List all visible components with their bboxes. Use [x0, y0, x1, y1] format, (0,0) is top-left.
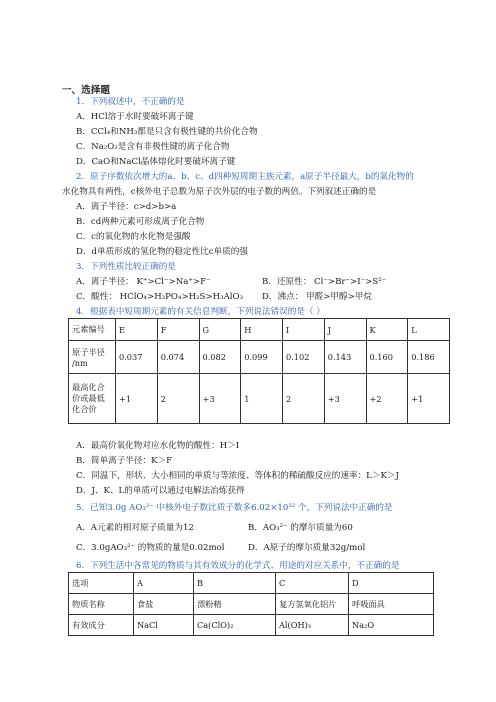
table-cell: +1 — [116, 374, 158, 424]
table-cell: 漂粉精 — [194, 594, 276, 615]
q2-option-a: A．离子半径：c>d>b>a — [76, 202, 177, 212]
table-cell: 0.082 — [199, 341, 241, 374]
substance-table — [68, 572, 434, 636]
q6-stem: 6．下列生活中各常见的物质与其有效成分的化学式、用途的对应关系中，不正确的是 — [76, 561, 400, 571]
table-row — [69, 573, 434, 594]
table-cell: K — [366, 319, 408, 341]
row-label: 价或最低 — [72, 393, 105, 403]
table-row — [69, 374, 450, 424]
table-cell: Na₂O — [349, 615, 434, 636]
table-cell: 1 — [241, 374, 283, 424]
table-cell: 0.037 — [116, 341, 158, 374]
element-info-table — [68, 318, 450, 424]
table-row — [69, 341, 450, 374]
table-cell: I — [283, 319, 325, 341]
row-label: 化合价 — [72, 404, 97, 414]
table-cell: +1 — [408, 374, 450, 424]
table-cell: +3 — [199, 374, 241, 424]
table-cell: NaCl — [134, 615, 194, 636]
q5-option-d: D．A原子的摩尔质量32g/mol — [248, 543, 366, 553]
table-cell: 2 — [283, 374, 325, 424]
table-cell: 2 — [157, 374, 199, 424]
row-label: 原子半径 — [72, 346, 105, 357]
q1-option-a: A．HCl溶于水时要破坏离子键 — [76, 112, 194, 122]
q2-stem-line2: 水化物具有两性，c核外电子总数为原子次外层的电子数的两倍。下列叙述正确的是 — [62, 187, 377, 197]
table-cell: Al(OH)₃ — [276, 615, 349, 636]
q2-option-d: D．d单质形成的氢化物的稳定性比c单质的强 — [76, 247, 248, 257]
q5-option-a: A．A元素的相对原子质量为12 — [76, 523, 194, 533]
table-cell: 复方氢氧化铝片 — [276, 594, 349, 615]
q3-stem: 3．下列性质比较正确的是 — [76, 262, 176, 272]
q1-option-d: D．CaO和NaCl晶体熔化时要破坏离子键 — [76, 157, 236, 167]
section-title: 一、选择题 — [62, 85, 110, 96]
q3-option-c: C．酸性： HClO₄>H₃PO₄>H₂S>H₃AlO₃ — [76, 292, 244, 302]
q4-stem: 4．根据表中短周期元素的有关信息判断，下列说法错误的是（ ） — [76, 307, 325, 317]
q3-option-a: A．离子半径： K⁺>Cl⁻>Na⁺>F⁻ — [76, 277, 211, 287]
q1-stem: 1．下列叙述中，不正确的是 — [76, 97, 185, 107]
table-cell: 元素编号 — [69, 319, 116, 341]
q3-option-b: B．还原性： Cl⁻>Br⁻>I⁻>S²⁻ — [262, 277, 387, 287]
q4-option-d: D．J、K、L的单质可以通过电解法冶炼获得 — [76, 486, 245, 496]
table-cell: Ca(ClO)₂ — [194, 615, 276, 636]
table-row — [69, 319, 450, 341]
table-cell — [69, 341, 116, 374]
table-cell: 0.143 — [324, 341, 366, 374]
table-cell: D — [349, 573, 434, 594]
table-cell: A — [134, 573, 194, 594]
q1-option-c: C．Na₂O₂是含有非极性键的离子化合物 — [76, 142, 230, 152]
q2-stem-line1: 2．原子序数依次增大的a、b、c、d四种短周期主族元素，a原子半径最大，b的氧化物的 — [76, 172, 414, 182]
table-cell: 0.099 — [241, 341, 283, 374]
table-cell: F — [157, 319, 199, 341]
q2-option-b: B．cd两种元素可形成离子化合物 — [76, 217, 205, 227]
table-row — [69, 615, 434, 636]
table-cell: H — [241, 319, 283, 341]
table-cell: B — [194, 573, 276, 594]
table-cell: 呼吸面具 — [349, 594, 434, 615]
table-cell: J — [324, 319, 366, 341]
table-cell: C — [276, 573, 349, 594]
table-row — [69, 594, 434, 615]
table-cell: +2 — [366, 374, 408, 424]
table-cell: 0.102 — [283, 341, 325, 374]
table-cell: 选项 — [69, 573, 134, 594]
table-cell: 0.186 — [408, 341, 450, 374]
table-cell: +3 — [324, 374, 366, 424]
q4-option-c: C．同温下，形状、大小相同的单质与等浓度、等体积的稀硫酸反应的速率：L＞K＞J — [76, 471, 399, 481]
table-cell: 0.074 — [157, 341, 199, 374]
table-cell: 物质名称 — [69, 594, 134, 615]
q2-option-c: C．c的氧化物的水化物是强酸 — [76, 232, 191, 242]
table-cell: L — [408, 319, 450, 341]
row-label: 最高化合 — [72, 382, 105, 392]
q4-option-a: A．最高价氧化物对应水化物的酸性：H＞I — [76, 441, 240, 451]
table-cell — [69, 374, 116, 424]
table-cell: 食盐 — [134, 594, 194, 615]
table-cell: 有效成分 — [69, 615, 134, 636]
table-cell: 0.160 — [366, 341, 408, 374]
q3-option-d: D．沸点： 甲醛>甲醇>甲烷 — [262, 292, 372, 302]
q5-stem: 5．已知3.0g AO₃²⁻ 中核外电子数比质子数多6.02×10²² 个，下列说法中正确的是 — [76, 503, 393, 513]
q1-option-b: B．CCl₄和NH₃都是只含有极性键的共价化合物 — [76, 127, 258, 137]
q5-option-b: B．AO₃²⁻ 的摩尔质量为60 — [248, 523, 353, 533]
q5-option-c: C．3.0gAO₃²⁻ 的物质的量是0.02mol — [76, 543, 225, 553]
q4-option-b: B．简单离子半径：K＞F — [76, 456, 173, 466]
row-label: /nm — [72, 357, 88, 368]
table-cell: G — [199, 319, 241, 341]
table-cell: E — [116, 319, 158, 341]
